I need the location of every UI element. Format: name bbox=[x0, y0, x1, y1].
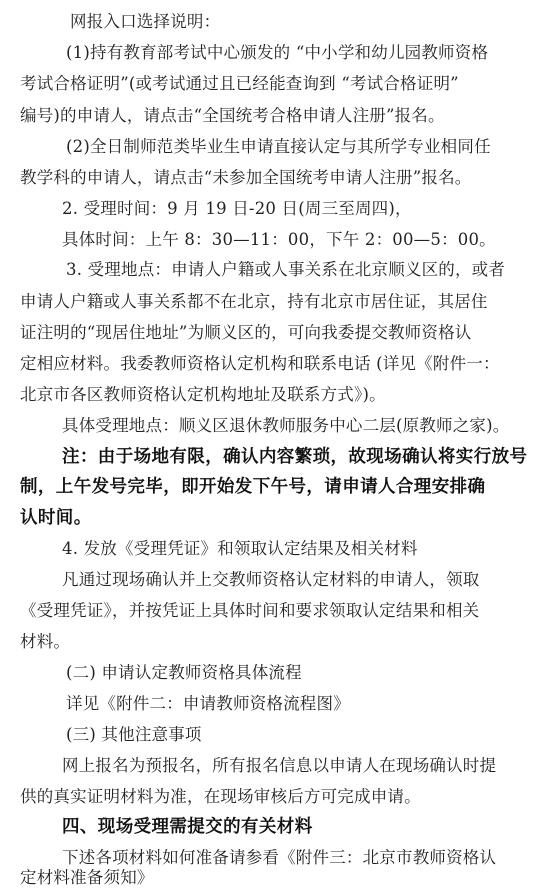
text-line: 具体时间：上午 8：30—11：00，下午 2：00—5：00。 bbox=[62, 230, 496, 249]
text-line: 编号)的申请人，请点击“全国统考合格申请人注册”报名。 bbox=[20, 106, 445, 125]
text-line: 具体受理地点：顺义区退休教师服务中心二层(原教师之家)。 bbox=[62, 416, 510, 435]
text-line: (1)持有教育部考试中心颁发的 “中小学和幼儿园教师资格 bbox=[66, 43, 489, 62]
text-line: 3. 受理地点：申请人户籍或人事关系在北京顺义区的，或者 bbox=[66, 260, 506, 279]
text-line: 《受理凭证》，并按凭证上具体时间和要求领取认定结果和相关 bbox=[20, 601, 480, 620]
notice-line: 制，上午发号完毕，即开始发下午号，请申请人合理安排确 bbox=[20, 477, 486, 497]
notice-line: 注：由于场地有限，确认内容繁琐，故现场确认将实行放号 bbox=[62, 447, 528, 467]
section-heading: (三) 其他注意事项 bbox=[66, 725, 202, 744]
section-heading: (二) 申请认定教师资格具体流程 bbox=[66, 663, 302, 682]
text-line: 2. 受理时间：9 月 19 日-20 日(周三至周四)， bbox=[62, 199, 412, 218]
text-line: 下述各项材料如何准备请参看《附件三：北京市教师资格认 bbox=[62, 848, 497, 867]
text-line: 申请人户籍或人事关系都不在北京，持有北京市居住证，其居住 bbox=[20, 292, 488, 311]
notice-line: 认时间。 bbox=[20, 508, 92, 528]
text-line: 定材料准备须知》 bbox=[20, 868, 154, 887]
text-line: (2)全日制师范类毕业生申请直接认定与其所学专业相同任 bbox=[66, 137, 491, 156]
text-line: 定相应材料。我委教师资格认定机构和联系电话 (详见《附件一： bbox=[20, 354, 500, 373]
text-line: 网报入口选择说明： bbox=[70, 12, 221, 31]
text-line: 考试合格证明”(或考试通过且已经能查询到 “考试合格证明” bbox=[20, 74, 459, 93]
section-heading: 四、现场受理需提交的有关材料 bbox=[62, 817, 313, 837]
text-line: 教学科的申请人，请点击“未参加全国统考申请人注册”报名。 bbox=[20, 168, 472, 187]
text-line: 4. 发放《受理凭证》和领取认定结果及相关材料 bbox=[62, 539, 418, 558]
text-line: 详见《附件二：申请教师资格流程图》 bbox=[66, 694, 350, 713]
text-line: 供的真实证明材料为准，在现场审核后方可完成申请。 bbox=[20, 787, 421, 806]
text-line: 凡通过现场确认并上交教师资格认定材料的申请人，领取 bbox=[62, 570, 480, 589]
text-line: 证注明的“现居住地址”为顺义区的，可向我委提交教师资格认 bbox=[20, 323, 472, 342]
text-line: 北京市各区教师资格认定机构地址及联系方式》)。 bbox=[20, 385, 386, 404]
text-line: 网上报名为预报名，所有报名信息以申请人在现场确认时提 bbox=[62, 756, 497, 775]
text-line: 材料。 bbox=[20, 632, 71, 651]
